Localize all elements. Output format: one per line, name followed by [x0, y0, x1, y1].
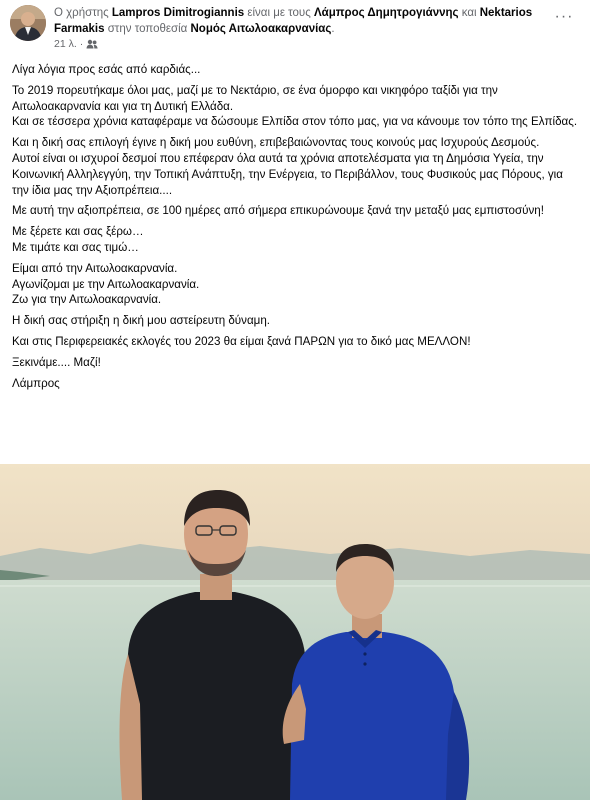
post-text-line: Με αυτή την αξιοπρέπεια, σε 100 ημέρες από σήμερα επικυρώνουμε ξανά την μεταξύ μας εμπιστοσύνη!: [12, 204, 544, 218]
post-text-line: Ξεκινάμε.... Μαζί!: [12, 355, 101, 369]
more-options-button[interactable]: ···: [554, 8, 574, 25]
post-paragraph: [12, 355, 580, 371]
post-paragraph: [12, 224, 580, 256]
post-header-text: [54, 5, 544, 37]
post-paragraph: [12, 135, 580, 198]
location-link[interactable]: Νομός Αιτωλοακαρνανίας: [190, 23, 332, 35]
post-body: [12, 62, 580, 396]
header-location-text: στην τοποθεσία: [104, 23, 191, 35]
post-photo[interactable]: [0, 464, 590, 800]
header-prefix: Ο χρήστης: [54, 7, 112, 19]
post-text-line: Λάμπρος: [12, 376, 60, 390]
post-paragraph: [12, 313, 580, 329]
post-text-line: Η δική σας στήριξη η δική μου αστείρευτη δύναμη.: [12, 314, 271, 328]
tagged-person-link[interactable]: Λάμπρος Δημητρογιάννης: [313, 7, 459, 19]
author-name-link[interactable]: Lampros Dimitrogiannis: [111, 7, 245, 19]
post-paragraph: [12, 334, 580, 350]
photo-two-men-by-sea: [0, 464, 590, 800]
post-text-line: Και η δική σας επιλογή έγινε η δική μου ευθύνη, επιβεβαιώνοντας τους κοινούς μας Ισχυρούς Δεσμούς.: [12, 136, 540, 150]
tagged-person-link[interactable]: Nektarios Farmakis: [54, 7, 533, 35]
author-avatar[interactable]: [10, 5, 46, 41]
header-with-text: είναι με τους: [244, 7, 314, 19]
friends-icon[interactable]: [86, 39, 98, 49]
post-paragraph: [12, 83, 580, 130]
post-header: [0, 0, 590, 56]
post-text-line: Το 2019 πορευτήκαμε όλοι μας, μαζί με το Νεκτάριο, σε ένα όμορφο και νικηφόρο ταξίδι για την Αιτωλοακαρνανία και για τη Δυτική Ελλάδα.: [12, 83, 498, 113]
post-text-line: Με ξέρετε και σας ξέρω…: [12, 225, 144, 239]
header-and-text: και: [458, 7, 480, 19]
post-text-line: Με τιμάτε και σας τιμώ…: [12, 240, 139, 254]
post-text-line: Αυτοί είναι οι ισχυροί δεσμοί που επέφεραν όλα αυτά τα χρόνια αποτελέσματα για τη Δημόσια Υγεία, την Κοινωνική Αλληλεγγύη, την Τοπική Ανάπτυξη, την Ενέργεια, το Περιβάλλον, τους Φυσικούς μας Πόρους, για την ίδια μας την Αξιοπρέπεια....: [12, 151, 563, 197]
post-text-line: Και στις Περιφερειακές εκλογές του 2023 θα είμαι ξανά ΠΑΡΩΝ για το δικό μας ΜΕΛΛΟΝ!: [12, 334, 471, 348]
post-text-line: Και σε τέσσερα χρόνια καταφέραμε να δώσουμε Ελπίδα στον τόπο μας, για να κάνουμε τον τόπο της Ελπίδας.: [12, 115, 578, 129]
post-timestamp[interactable]: 21 λ.: [54, 38, 77, 50]
avatar-image: [10, 5, 46, 41]
post-meta: [54, 37, 98, 51]
post-paragraph: [12, 376, 580, 392]
post-text-line: Ζω για την Αιτωλοακαρνανία.: [12, 293, 162, 307]
meta-separator: ·: [79, 38, 84, 50]
post-paragraph: [12, 62, 580, 78]
post-paragraph: [12, 261, 580, 308]
post-text-line: Αγωνίζομαι με την Αιτωλοακαρνανία.: [12, 277, 200, 291]
post-paragraph: [12, 203, 580, 219]
post-text-line: Είμαι από την Αιτωλοακαρνανία.: [12, 261, 178, 275]
header-end: .: [331, 23, 335, 35]
post-text-line: Λίγα λόγια προς εσάς από καρδιάς...: [12, 63, 201, 76]
